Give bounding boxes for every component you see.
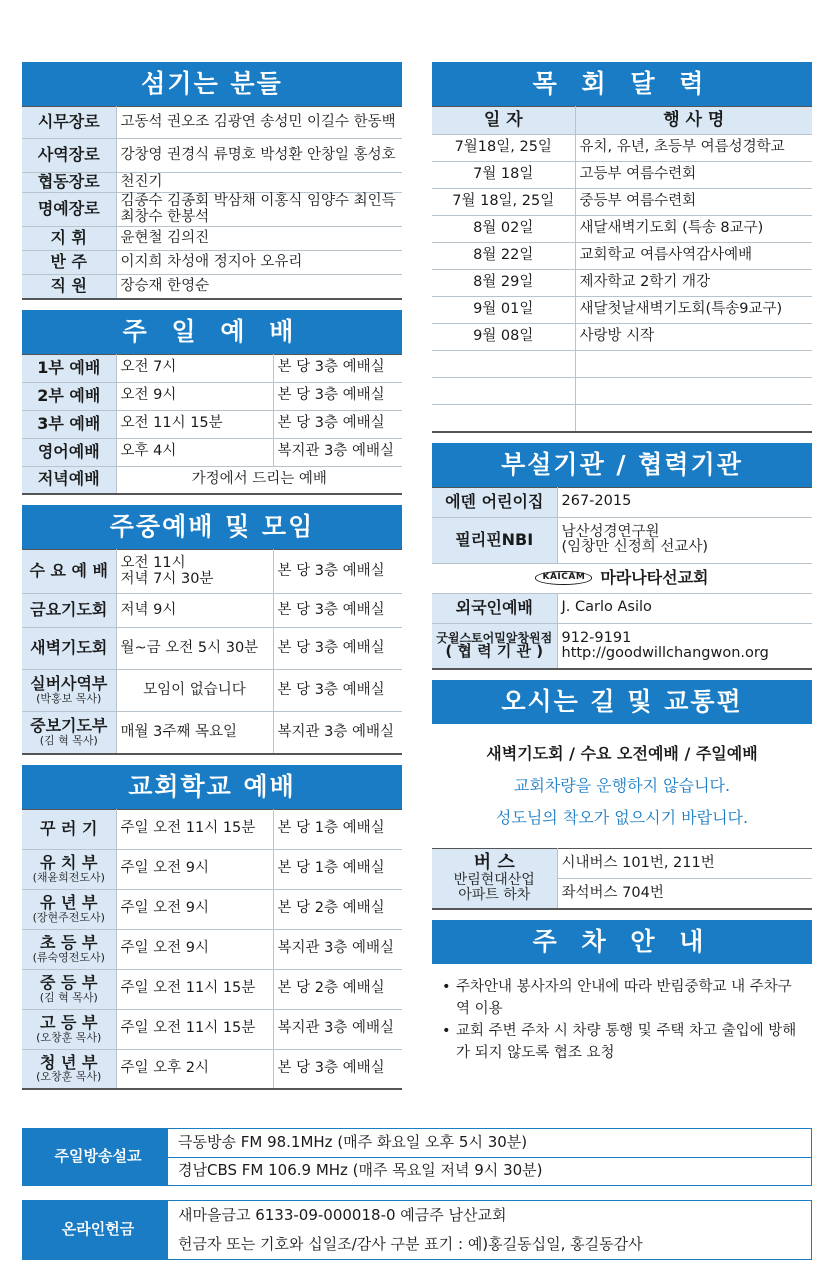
broadcast-line1: 극동방송 FM 98.1MHz (매주 화요일 오후 5시 30분) xyxy=(168,1129,812,1158)
calendar-date: 7월 18일 xyxy=(432,162,575,189)
calendar-date: 9월 08일 xyxy=(432,324,575,351)
school-row xyxy=(22,1009,402,1049)
parking-title: 주 차 안 내 xyxy=(432,920,812,964)
bus-line2: 좌석버스 704번 xyxy=(557,879,812,909)
school-row xyxy=(22,809,402,849)
kaicam-value: 마라나타선교회 xyxy=(600,567,709,587)
school-leader: (오창훈 목사) xyxy=(36,1070,102,1084)
calendar-event: 유치, 유년, 초등부 여름성경학교 xyxy=(575,135,812,162)
midweek-row xyxy=(22,594,402,628)
calendar-date xyxy=(432,351,575,378)
bus-label: 버 스 xyxy=(473,852,515,874)
affiliates-title: 부설기관 / 협력기관 xyxy=(432,443,812,487)
calendar-row xyxy=(432,162,812,189)
school-leader: (장현주전도사) xyxy=(32,910,105,924)
midweek-row xyxy=(22,670,402,712)
school-leader: (채윤희전도사) xyxy=(32,870,105,884)
left-column xyxy=(22,62,402,1090)
midweek-label-cell xyxy=(22,594,116,628)
school-time: 주일 오전 9시 xyxy=(116,889,273,929)
midweek-time: 월~금 오전 5시 30분 xyxy=(116,628,273,670)
servants-title: 섬기는 분들 xyxy=(22,62,402,106)
midweek-time: 저녁 9시 xyxy=(116,594,273,628)
calendar-date: 8월 29일 xyxy=(432,270,575,297)
sunday-table xyxy=(22,354,402,496)
servants-role: 직 원 xyxy=(22,275,116,299)
servants-row xyxy=(22,251,402,275)
school-label: 초 등 부 xyxy=(39,932,98,952)
servants-names: 천진기 xyxy=(116,173,402,193)
midweek-place: 본 당 3층 예배실 xyxy=(273,670,402,712)
midweek-row xyxy=(22,712,402,754)
midweek-label-cell xyxy=(22,712,116,754)
bus-table xyxy=(432,848,812,910)
midweek-row xyxy=(22,628,402,670)
school-time: 주일 오전 11시 15분 xyxy=(116,969,273,1009)
calendar-title: 목 회 달 력 xyxy=(432,62,812,106)
school-place: 복지관 3층 예배실 xyxy=(273,1009,402,1049)
servants-role: 반 주 xyxy=(22,251,116,275)
school-time: 주일 오후 2시 xyxy=(116,1049,273,1089)
servants-names: 고동석 권오조 김광연 송성민 이길수 한동백 xyxy=(116,107,402,139)
directions-notice xyxy=(432,724,812,840)
servants-row xyxy=(22,275,402,299)
school-row xyxy=(22,969,402,1009)
calendar-date: 7월 18일, 25일 xyxy=(432,189,575,216)
directions-line2: 교회차량을 운행하지 않습니다. xyxy=(513,776,731,795)
goodwill-sub: ( 협 력 기 관 ) xyxy=(445,642,544,661)
sunday-row xyxy=(22,466,402,494)
calendar-event: 고등부 여름수련회 xyxy=(575,162,812,189)
servants-row xyxy=(22,173,402,193)
calendar-event xyxy=(575,378,812,405)
goodwill-label xyxy=(432,623,557,669)
foreign-label: 외국인예배 xyxy=(432,593,557,623)
school-label-cell xyxy=(22,969,116,1009)
offering-line2: 헌금자 또는 기호와 십일조/감사 구분 표기 : 예)홍길동십일, 홍길동감사 xyxy=(168,1230,812,1260)
service-note: 가정에서 드리는 예배 xyxy=(116,466,402,494)
calendar-row xyxy=(432,405,812,432)
school-leader: (류숙영전도사) xyxy=(32,950,105,964)
servants-names: 김종수 김종회 박삼채 이홍식 임양수 최인득 최창수 한봉석 xyxy=(116,193,402,227)
kaicam-row xyxy=(432,563,812,593)
calendar-date: 7월18일, 25일 xyxy=(432,135,575,162)
calendar-date: 8월 22일 xyxy=(432,243,575,270)
servants-row xyxy=(22,139,402,173)
school-label-cell xyxy=(22,1009,116,1049)
nbi-value: 남산성경연구원 (임창만 신정희 선교사) xyxy=(557,517,812,563)
sunday-row xyxy=(22,354,402,382)
calendar-row xyxy=(432,243,812,270)
calendar-row xyxy=(432,297,812,324)
calendar-event: 사랑방 시작 xyxy=(575,324,812,351)
midweek-time: 매월 3주째 목요일 xyxy=(116,712,273,754)
school-place: 본 당 1층 예배실 xyxy=(273,809,402,849)
calendar-header-event: 행 사 명 xyxy=(575,107,812,135)
school-label: 고 등 부 xyxy=(39,1012,98,1032)
sunday-row xyxy=(22,410,402,438)
sunday-row xyxy=(22,382,402,410)
daycare-label: 에덴 어린이집 xyxy=(432,487,557,517)
calendar-date: 9월 01일 xyxy=(432,297,575,324)
school-label-cell xyxy=(22,1049,116,1089)
midweek-label: 새벽기도회 xyxy=(30,638,108,658)
directions-line3: 성도님의 착오가 없으시기 바랍니다. xyxy=(495,808,749,827)
school-label-cell xyxy=(22,849,116,889)
calendar-row xyxy=(432,135,812,162)
midweek-place: 본 당 3층 예배실 xyxy=(273,628,402,670)
servants-role: 명예장로 xyxy=(22,193,116,227)
midweek-place: 본 당 3층 예배실 xyxy=(273,550,402,594)
school-label: 청 년 부 xyxy=(39,1052,98,1072)
school-label-cell xyxy=(22,809,116,849)
directions-line1: 새벽기도회 / 수요 오전예배 / 주일예배 xyxy=(486,744,758,763)
calendar-event: 새달새벽기도회 (특송 8교구) xyxy=(575,216,812,243)
service-name: 3부 예배 xyxy=(22,410,116,438)
school-label-cell xyxy=(22,929,116,969)
calendar-header-date: 일 자 xyxy=(432,107,575,135)
offering-line1: 새마을금고 6133-09-000018-0 예금주 남산교회 xyxy=(168,1201,812,1231)
school-row xyxy=(22,889,402,929)
school-leader: (김 혁 목사) xyxy=(39,990,98,1004)
school-place: 본 당 2층 예배실 xyxy=(273,969,402,1009)
calendar-event: 중등부 여름수련회 xyxy=(575,189,812,216)
school-place: 본 당 2층 예배실 xyxy=(273,889,402,929)
servants-names: 이지희 차성애 정지아 오유리 xyxy=(116,251,402,275)
service-place: 본 당 3층 예배실 xyxy=(273,382,402,410)
goodwill-name: 굿윌스토어밀알창원점 xyxy=(436,630,553,645)
parking-list xyxy=(432,964,812,1064)
calendar-event: 새달첫날새벽기도회(특송9교구) xyxy=(575,297,812,324)
offering-table xyxy=(22,1200,812,1260)
servants-names: 강창영 권경식 류명호 박성환 안창일 홍성호 xyxy=(116,139,402,173)
calendar-row xyxy=(432,324,812,351)
servants-names: 윤현철 김의진 xyxy=(116,227,402,251)
broadcast-table xyxy=(22,1128,812,1186)
service-place: 본 당 3층 예배실 xyxy=(273,354,402,382)
midweek-label-cell xyxy=(22,550,116,594)
servants-row xyxy=(22,193,402,227)
midweek-table xyxy=(22,549,402,755)
affiliates-table xyxy=(432,487,812,671)
parking-item: • 교회 주변 주차 시 차량 통행 및 주택 차고 출입에 방해가 되지 않도록 협조 요청 xyxy=(442,1020,804,1064)
school-label-cell xyxy=(22,889,116,929)
school-row xyxy=(22,929,402,969)
midweek-leader: (박홍보 목사) xyxy=(36,692,102,706)
midweek-label-cell xyxy=(22,628,116,670)
service-time: 오후 4시 xyxy=(116,438,273,466)
midweek-label: 수 요 예 배 xyxy=(29,561,109,581)
nbi-label: 필리핀NBI xyxy=(432,517,557,563)
calendar-row xyxy=(432,270,812,297)
school-time: 주일 오전 11시 15분 xyxy=(116,809,273,849)
servants-role: 지 휘 xyxy=(22,227,116,251)
sunday-row xyxy=(22,438,402,466)
goodwill-url[interactable]: http://goodwillchangwon.org xyxy=(561,644,769,661)
midweek-time: 오전 11시 저녁 7시 30분 xyxy=(116,550,273,594)
sunday-title: 주 일 예 배 xyxy=(22,310,402,354)
calendar-table xyxy=(432,106,812,433)
midweek-place: 본 당 3층 예배실 xyxy=(273,594,402,628)
midweek-label: 금요기도회 xyxy=(30,600,108,620)
foreign-value: J. Carlo Asilo xyxy=(557,593,812,623)
midweek-label: 실버사역부 xyxy=(30,674,108,694)
school-place: 복지관 3층 예배실 xyxy=(273,929,402,969)
school-leader: (오창훈 목사) xyxy=(36,1030,102,1044)
calendar-date xyxy=(432,405,575,432)
midweek-leader: (김 혁 목사) xyxy=(39,733,98,747)
calendar-date xyxy=(432,378,575,405)
calendar-row xyxy=(432,189,812,216)
school-label: 중 등 부 xyxy=(39,972,98,992)
daycare-phone: 267-2015 xyxy=(557,487,812,517)
midweek-time: 모임이 없습니다 xyxy=(116,670,273,712)
calendar-event: 제자학교 2학기 개강 xyxy=(575,270,812,297)
broadcast-line2: 경남CBS FM 106.9 MHz (매주 목요일 저녁 9시 30분) xyxy=(168,1157,812,1186)
kaicam-logo: KAICAM xyxy=(535,571,592,584)
school-title: 교회학교 예배 xyxy=(22,765,402,809)
servants-role: 시무장로 xyxy=(22,107,116,139)
parking-item: • 주차안내 봉사자의 안내에 따라 반림중학교 내 주차구역 이용 xyxy=(442,976,804,1020)
offering-label: 온라인헌금 xyxy=(23,1201,168,1260)
servants-role: 협동장로 xyxy=(22,173,116,193)
service-place: 복지관 3층 예배실 xyxy=(273,438,402,466)
servants-row xyxy=(22,227,402,251)
calendar-date: 8월 02일 xyxy=(432,216,575,243)
service-time: 오전 9시 xyxy=(116,382,273,410)
calendar-event xyxy=(575,405,812,432)
directions-title: 오시는 길 및 교통편 xyxy=(432,680,812,724)
right-column xyxy=(432,62,812,1064)
midweek-label-cell xyxy=(22,670,116,712)
midweek-row xyxy=(22,550,402,594)
midweek-place: 복지관 3층 예배실 xyxy=(273,712,402,754)
service-name: 2부 예배 xyxy=(22,382,116,410)
school-time: 주일 오전 9시 xyxy=(116,929,273,969)
service-time: 오전 7시 xyxy=(116,354,273,382)
bus-stop: 반림현대산업 아파트 하차 xyxy=(453,872,535,903)
midweek-title: 주중예배 및 모임 xyxy=(22,505,402,549)
calendar-event xyxy=(575,351,812,378)
school-row xyxy=(22,1049,402,1089)
school-row xyxy=(22,849,402,889)
goodwill-phone: 912-9191 xyxy=(561,629,632,646)
service-name: 1부 예배 xyxy=(22,354,116,382)
service-time: 오전 11시 15분 xyxy=(116,410,273,438)
bus-label-cell xyxy=(432,849,557,909)
calendar-event: 교회학교 여름사역감사예배 xyxy=(575,243,812,270)
service-name: 영어예배 xyxy=(22,438,116,466)
calendar-row xyxy=(432,216,812,243)
servants-table xyxy=(22,106,402,300)
service-place: 본 당 3층 예배실 xyxy=(273,410,402,438)
calendar-row xyxy=(432,378,812,405)
goodwill-info xyxy=(557,623,812,669)
servants-names: 장승재 한영순 xyxy=(116,275,402,299)
school-label: 유 치 부 xyxy=(39,852,98,872)
school-label: 꾸 러 기 xyxy=(39,818,98,838)
servants-role: 사역장로 xyxy=(22,139,116,173)
school-table xyxy=(22,809,402,1091)
service-name: 저녁예배 xyxy=(22,466,116,494)
school-label: 유 년 부 xyxy=(39,892,98,912)
servants-row xyxy=(22,107,402,139)
calendar-row xyxy=(432,351,812,378)
bus-line1: 시내버스 101번, 211번 xyxy=(557,849,812,879)
school-place: 본 당 3층 예배실 xyxy=(273,1049,402,1089)
school-time: 주일 오전 9시 xyxy=(116,849,273,889)
school-time: 주일 오전 11시 15분 xyxy=(116,1009,273,1049)
school-place: 본 당 1층 예배실 xyxy=(273,849,402,889)
midweek-label: 중보기도부 xyxy=(30,716,108,736)
broadcast-label: 주일방송설교 xyxy=(23,1129,168,1186)
